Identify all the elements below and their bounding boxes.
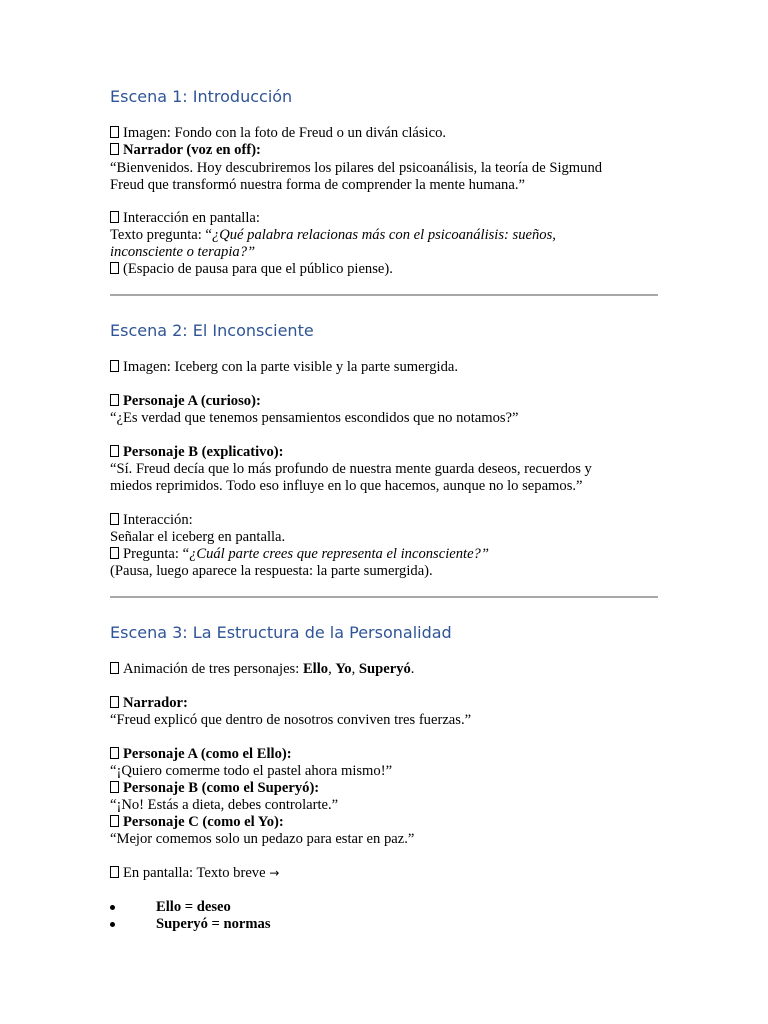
scene-3-char-b-label: Personaje B (como el Superyó): [110,780,319,797]
scene-3-char-c-label: Personaje C (como el Yo): [110,814,284,831]
bullet-icon [110,905,115,910]
scene-3-char-c-text: “Mejor comemos solo un pedazo para estar en paz.” [110,831,415,847]
section-divider [110,596,658,598]
scene-2-char-b-label: Personaje B (explicativo): [110,444,284,461]
scene-1-heading: Escena 1: Introducción [110,87,293,106]
scene-3-narrator-text: “Freud explicó que dentro de nosotros conviven tres fuerzas.” [110,712,472,728]
scene-2-interaction-label: Interacción: [110,512,193,529]
missing-glyph-icon [110,211,119,223]
missing-glyph-icon [110,815,119,827]
scene-2-heading: Escena 2: El Inconsciente [110,321,314,340]
missing-glyph-icon [110,781,119,793]
scene-3-screen-line: En pantalla: Texto breve → [110,865,279,882]
scene-1-interaction-label: Interacción en pantalla: [110,210,260,227]
scene-2-char-a-text: “¿Es verdad que tenemos pensamientos escondidos que no notamos?” [110,410,519,426]
missing-glyph-icon [110,866,119,878]
missing-glyph-icon [110,143,119,155]
list-item: Ello = deseo [132,899,231,916]
scene-3-char-a-text: “¡Quiero comerme todo el pastel ahora mismo!” [110,763,393,779]
scene-3-char-a-label: Personaje A (como el Ello): [110,746,292,763]
missing-glyph-icon [110,360,119,372]
scene-3-heading: Escena 3: La Estructura de la Personalidad [110,623,452,642]
missing-glyph-icon [110,696,119,708]
scene-2-point-line: Señalar el iceberg en pantalla. [110,529,286,545]
scene-2-question-line: Pregunta: “¿Cuál parte crees que representa el inconsciente?” [110,546,489,563]
missing-glyph-icon [110,547,119,559]
missing-glyph-icon [110,747,119,759]
list-item: Superyó = normas [132,916,271,933]
missing-glyph-icon [110,513,119,525]
scene-1-question-line-2: inconsciente o terapia?” [110,244,256,260]
scene-1-question-line-1: Texto pregunta: “¿Qué palabra relacionas más con el psicoanálisis: sueños, [110,227,556,243]
scene-3-animation-line: Animación de tres personajes: Ello, Yo, Superyó. [110,661,414,678]
scene-2-image-line: Imagen: Iceberg con la parte visible y la parte sumergida. [110,359,458,376]
scene-3-narrator-label: Narrador: [110,695,188,712]
scene-2-char-b-text-2: miedos reprimidos. Todo eso influye en lo que hacemos, aunque no lo sepamos.” [110,478,583,494]
missing-glyph-icon [110,662,119,674]
scene-1-pause-line: (Espacio de pausa para que el público piense). [110,261,393,278]
missing-glyph-icon [110,445,119,457]
scene-1-narrator-label: Narrador (voz en off): [110,142,261,159]
section-divider [110,294,658,296]
scene-3-char-b-text: “¡No! Estás a dieta, debes controlarte.” [110,797,339,813]
scene-2-char-b-text-1: “Sí. Freud decía que lo más profundo de nuestra mente guarda deseos, recuerdos y [110,461,592,477]
missing-glyph-icon [110,262,119,274]
right-arrow-icon: → [269,866,280,880]
scene-2-char-a-label: Personaje A (curioso): [110,393,261,410]
scene-1-narrator-text-1: “Bienvenidos. Hoy descubriremos los pilares del psicoanálisis, la teoría de Sigmund [110,160,603,176]
scene-1-image-line: Imagen: Fondo con la foto de Freud o un diván clásico. [110,125,446,142]
bullet-icon [110,922,115,927]
scene-2-answer-line: (Pausa, luego aparece la respuesta: la parte sumergida). [110,563,433,579]
missing-glyph-icon [110,126,119,138]
scene-1-narrator-text-2: Freud que transformó nuestra forma de comprender la mente humana.” [110,177,525,193]
missing-glyph-icon [110,394,119,406]
